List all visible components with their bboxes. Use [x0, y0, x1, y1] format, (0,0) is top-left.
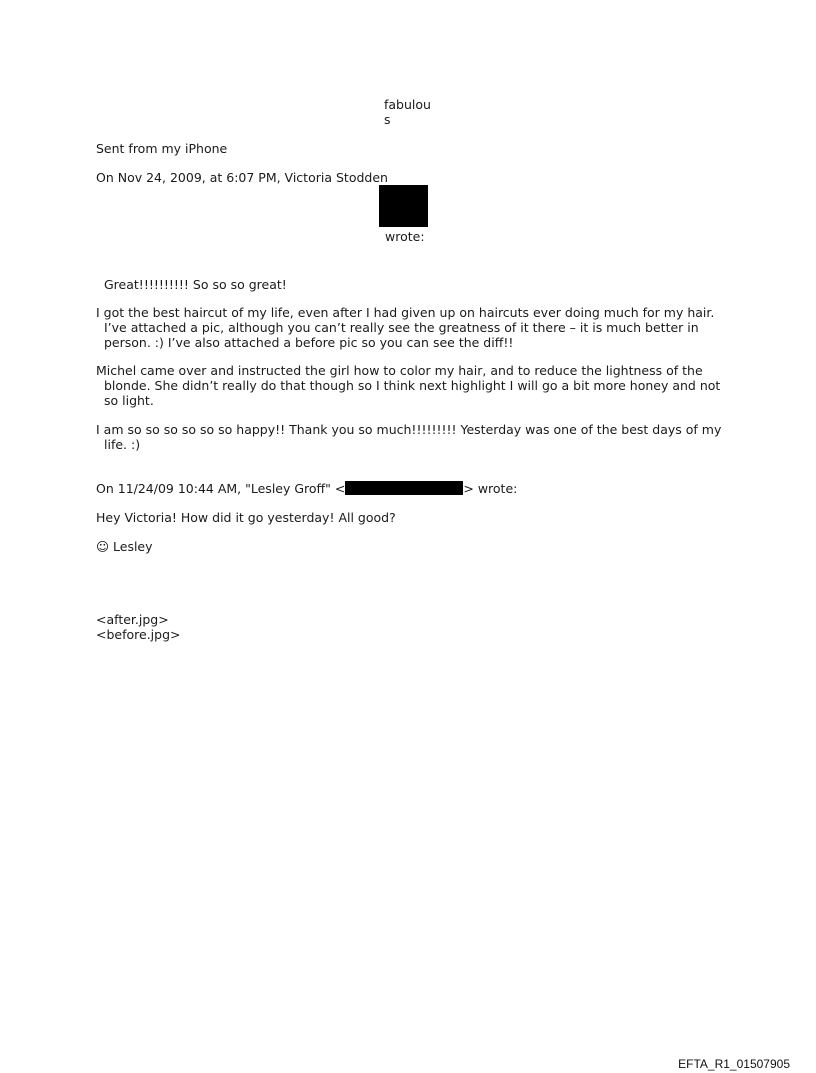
quoted-signature: ☺ Lesley: [96, 539, 153, 554]
sent-from-signature: Sent from my iPhone: [96, 141, 228, 156]
document-id-footer: EFTA_R1_01507905: [678, 1057, 790, 1071]
paragraph-line: blonde. She didn’t really do that though so I think next highlight I will go a bit more honey and not: [104, 378, 721, 393]
paragraph-line: I got the best haircut of my life, even after I had given up on haircuts ever doing much for my hair.: [96, 305, 715, 320]
paragraph-line: person. :) I’ve also attached a before pic so you can see the diff!!: [104, 335, 514, 350]
reply-header: On Nov 24, 2009, at 6:07 PM, Victoria Stodden: [96, 170, 388, 185]
paragraph-line: so light.: [104, 393, 154, 408]
quoted-line: Hey Victoria! How did it go yesterday! All good?: [96, 510, 396, 525]
paragraph-line: Michel came over and instructed the girl how to color my hair, and to reduce the lightness of the: [96, 363, 703, 378]
quoted-header-prefix: On 11/24/09 10:44 AM, "Lesley Groff" <: [96, 481, 346, 496]
message-paragraph-3: [96, 422, 736, 452]
fabulous-word-line1: fabulou: [384, 97, 431, 112]
paragraph-line: I’ve attached a pic, although you can’t really see the greatness of it there – it is much better in: [104, 320, 699, 335]
fabulous-word-line2: s: [384, 112, 391, 127]
redaction-block: [379, 185, 428, 227]
reply-header-wrote: wrote:: [385, 229, 425, 244]
attachment-after: <after.jpg>: [96, 612, 169, 627]
message-greeting: Great!!!!!!!!!! So so so great!: [104, 277, 287, 292]
paragraph-line: I am so so so so so so happy!! Thank you so much!!!!!!!!! Yesterday was one of the best days of my: [96, 422, 722, 437]
paragraph-line: life. :): [104, 437, 141, 452]
message-paragraph-2: [96, 363, 736, 408]
quoted-header: [96, 481, 517, 496]
quoted-header-suffix: > wrote:: [463, 481, 518, 496]
email-redaction: [345, 481, 463, 495]
attachment-before: <before.jpg>: [96, 627, 181, 642]
message-paragraph-1: [96, 305, 736, 350]
